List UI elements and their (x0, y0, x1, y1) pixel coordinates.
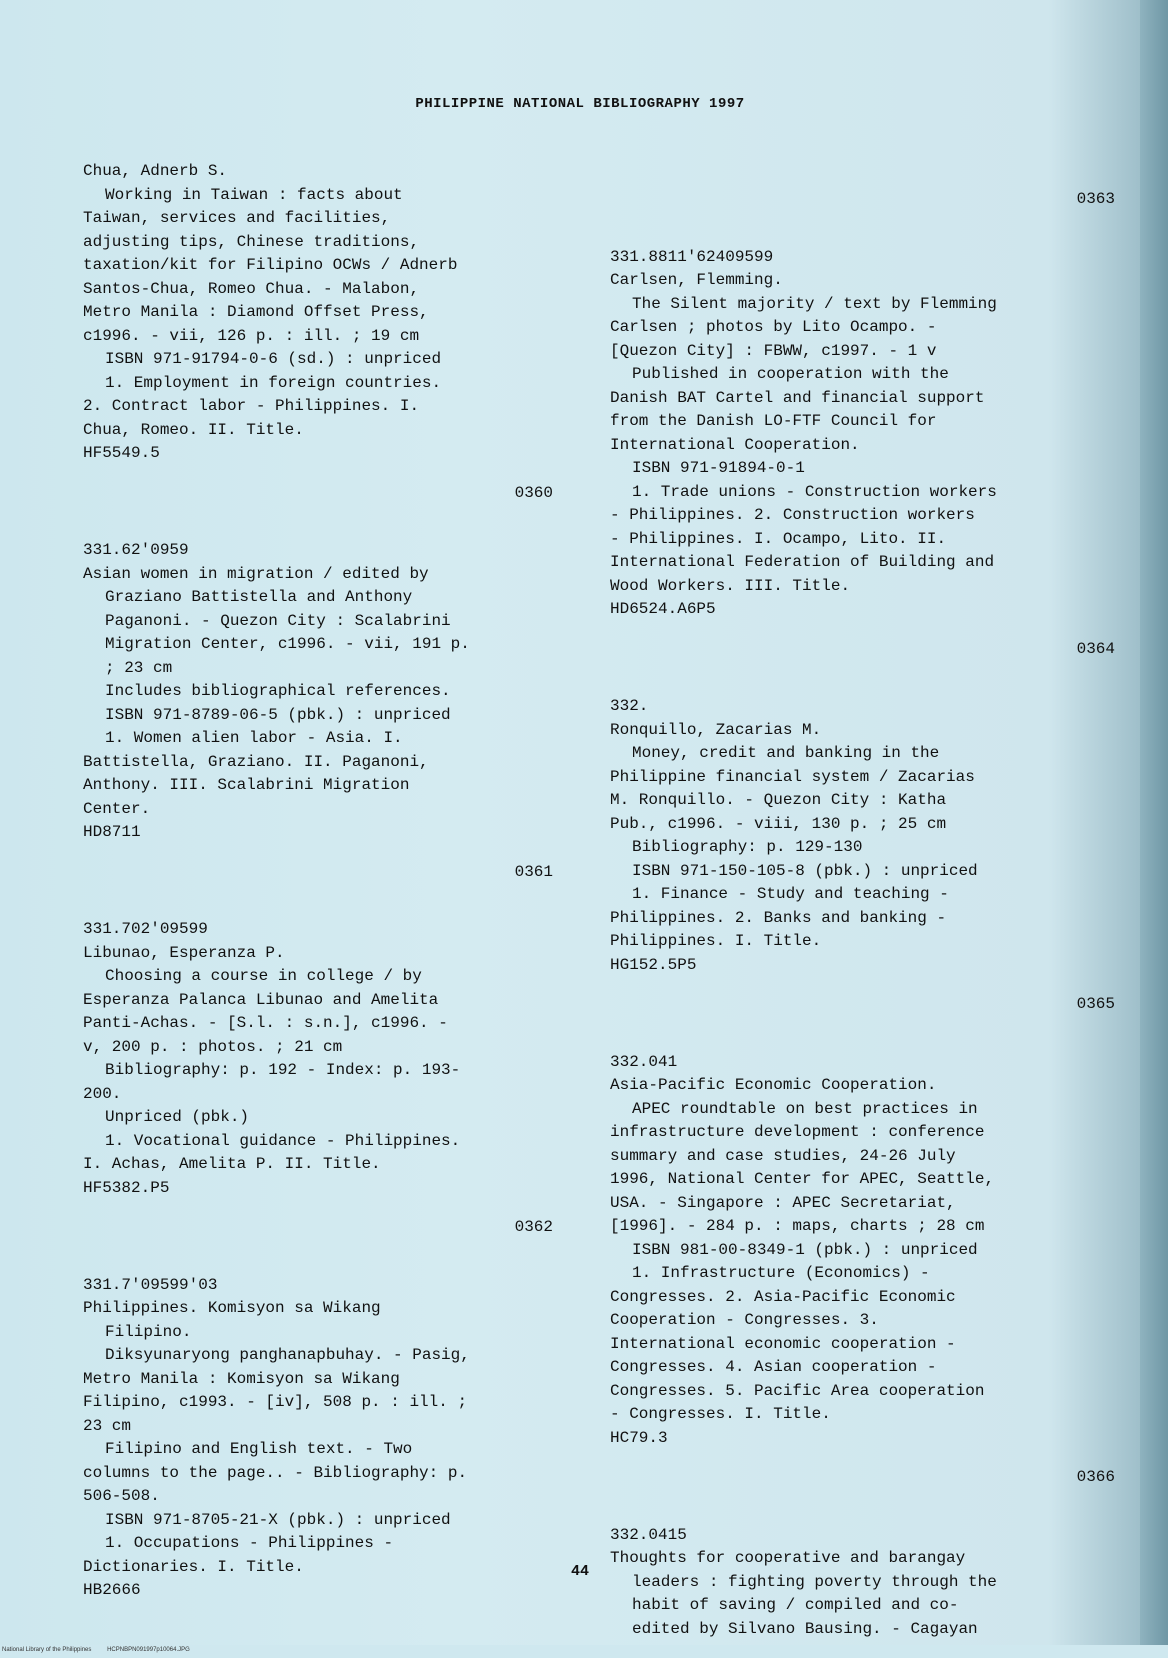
entry-0366 (610, 1524, 1115, 1642)
entry-subject-line: 2. Contract labor - Philippines. I. (83, 397, 420, 415)
entry-title-line: c1996. - vii, 126 p. : ill. ; 19 cm (83, 326, 420, 345)
entry-title-line: Carlsen ; photos by Lito Ocampo. - (610, 318, 937, 336)
entry-note: 200. (83, 1084, 122, 1103)
entry-title-line: Diksyunaryong panghanapbuhay. - Pasig, (105, 1346, 470, 1364)
entry-author: Filipino. (105, 1322, 192, 1341)
entry-isbn: ISBN 971-91794-0-6 (sd.) : unpriced (105, 350, 442, 368)
entry-title-line: Asian women in migration / edited by (83, 564, 429, 583)
entry-isbn: ISBN 971-8705-21-X (pbk.) : unpriced (105, 1510, 451, 1529)
entry-subject-line: 1. Employment in foreign countries. (105, 373, 442, 392)
entry-subject-line: 1. Trade unions - Construction workers (632, 482, 997, 501)
entry-title-line: infrastructure development : conference (610, 1123, 985, 1141)
entry-subject-line: Anthony. III. Scalabrini Migration (83, 776, 410, 794)
entry-subject-line: Center. (83, 799, 151, 818)
entry-call-number: HF5382.P5 (83, 1178, 170, 1197)
entry-price: Unpriced (pbk.) (105, 1108, 250, 1126)
entry-0364 (610, 695, 1115, 977)
entry-title-line: 1996, National Center for APEC, Seattle, (610, 1170, 995, 1188)
entry-number: 0362 (514, 1218, 553, 1236)
entry-call-number: HD6524.A6P5 (610, 600, 716, 618)
entry-0361 (83, 918, 553, 1200)
entry-note: Danish BAT Cartel and financial support (610, 388, 985, 407)
entry-title-line: Working in Taiwan : facts about (105, 185, 403, 204)
page-header: PHILIPPINE NATIONAL BIBLIOGRAPHY 1997 (415, 96, 745, 112)
entry-title-line: Graziano Battistella and Anthony (105, 588, 413, 606)
entry-title-line: USA. - Singapore : APEC Secretariat, (610, 1193, 956, 1212)
entry-author: Carlsen, Flemming. (610, 271, 783, 289)
entry-title-line: Money, credit and banking in the (632, 744, 940, 762)
entry-dewey: 331.7'09599'03 (83, 1275, 218, 1294)
entry-title-line: Migration Center, c1996. - vii, 191 p. (105, 635, 470, 653)
entry-author: Chua, Adnerb S. (83, 162, 228, 180)
entry-0360 (83, 539, 553, 845)
entry-subject-line: Cooperation - Congresses. 3. (610, 1311, 879, 1329)
entry-dewey: 331.62'0959 (83, 541, 189, 559)
entry-dewey: 332.0415 (610, 1525, 687, 1544)
entry-dewey: 332.041 (610, 1052, 678, 1071)
entry-call-number: HF5549.5 (83, 444, 160, 462)
entry-subject-line: Philippines. 2. Banks and banking - (610, 908, 947, 927)
entry-call-number: HB2666 (83, 1581, 141, 1599)
entry-note: columns to the page.. - Bibliography: p. (83, 1463, 468, 1482)
entry-subject-line: - Philippines. 2. Construction workers (610, 506, 975, 524)
entry-note: Filipino and English text. - Two (105, 1440, 413, 1458)
entry-subject-line: Wood Workers. III. Title. (610, 576, 851, 595)
entry-subject-line: Chua, Romeo. II. Title. (83, 420, 304, 439)
entry-subject-line: Battistella, Graziano. II. Paganoni, (83, 752, 429, 771)
entry-note: Published in cooperation with the (632, 365, 949, 383)
entry-title-line: [1996]. - 284 p. : maps, charts ; 28 cm (610, 1217, 985, 1235)
entry-author: Libunao, Esperanza P. (83, 943, 285, 962)
right-column (610, 172, 1115, 1641)
entry-title-line: Metro Manila : Diamond Offset Press, (83, 303, 429, 321)
entry-number: 0366 (1076, 1468, 1115, 1486)
page-number: 44 (570, 1563, 589, 1580)
entry-title-line: Santos-Chua, Romeo Chua. - Malabon, (83, 279, 420, 298)
entry-title-line: Esperanza Palanca Libunao and Amelita (83, 990, 439, 1009)
entry-isbn: ISBN 971-8789-06-5 (pbk.) : unpriced (105, 705, 451, 724)
entry-title-line: leaders : fighting poverty through the (632, 1572, 997, 1591)
entry-subject-line: Congresses. 5. Pacific Area cooperation (610, 1381, 985, 1400)
entry-title-line: 23 cm (83, 1416, 132, 1435)
entry-subject-line: International Federation of Building and (610, 553, 995, 571)
entry-subject-line: 1. Vocational guidance - Philippines. (105, 1131, 461, 1150)
entry-number: 0363 (1076, 190, 1115, 208)
scan-footer (2, 1647, 204, 1653)
entry-title-line: taxation/kit for Filipino OCWs / Adnerb (83, 256, 458, 274)
entry-note: Includes bibliographical references. (105, 682, 451, 700)
entry-title-line: The Silent majority / text by Flemming (632, 294, 997, 313)
footer-library: National Library of the Philippines (2, 1647, 92, 1653)
entry-title-line: M. Ronquillo. - Quezon City : Katha (610, 791, 947, 809)
entry-note: International Cooperation. (610, 435, 860, 454)
entry-title-line: ; 23 cm (105, 658, 173, 677)
entry-note: 506-508. (83, 1487, 160, 1505)
entry-dewey: 331.8811'62409599 (610, 247, 774, 266)
entry-0363 (610, 246, 1115, 622)
entry-subject-line: - Philippines. I. Ocampo, Lito. II. (610, 529, 947, 548)
entry-title-line: Filipino, c1993. - [iv], 508 p. : ill. ; (83, 1393, 468, 1411)
entry-title-line: [Quezon City] : FBWW, c1997. - 1 v (610, 341, 937, 360)
entry-subject-line: 1. Women alien labor - Asia. I. (105, 729, 403, 747)
entry-number: 0365 (1076, 995, 1115, 1013)
entry-number: 0360 (514, 483, 553, 502)
entry-title-line: APEC roundtable on best practices in (632, 1099, 978, 1118)
entry-author: Philippines. Komisyon sa Wikang (83, 1299, 381, 1317)
footer-file: HCPNBPN091997p10064.JPG (107, 1647, 190, 1653)
entry-title-line: Pub., c1996. - viii, 130 p. ; 25 cm (610, 814, 947, 833)
entry-0362 (83, 1274, 553, 1603)
entry-isbn: ISBN 971-91894-0-1 (632, 459, 805, 477)
entry-subject-line: 1. Finance - Study and teaching - (632, 885, 949, 903)
entry-subject-line: Congresses. 2. Asia-Pacific Economic (610, 1287, 956, 1306)
entry-call-number: HD8711 (83, 823, 141, 841)
entry-author: Ronquillo, Zacarias M. (610, 720, 822, 739)
entry-subject-line: I. Achas, Amelita P. II. Title. (83, 1155, 381, 1173)
entry-subject-line: - Congresses. I. Title. (610, 1405, 831, 1423)
entry-author: Asia-Pacific Economic Cooperation. (610, 1076, 937, 1094)
entry-number: 0364 (1076, 639, 1115, 658)
entry-title-line: adjusting tips, Chinese traditions, (83, 232, 420, 251)
entry-title-line: edited by Silvano Bausing. - Cagayan (632, 1619, 978, 1638)
entry-note: from the Danish LO-FTF Council for (610, 412, 937, 430)
entry-title-line: Metro Manila : Komisyon sa Wikang (83, 1369, 400, 1388)
entry-dewey: 332. (610, 697, 649, 715)
entry-note: Bibliography: p. 129-130 (632, 838, 863, 856)
entry-note: Bibliography: p. 192 - Index: p. 193- (105, 1061, 461, 1079)
entry-isbn: ISBN 971-150-105-8 (pbk.) : unpriced (632, 861, 978, 880)
entry-number: 0361 (514, 862, 553, 881)
entry-subject-line: Dictionaries. I. Title. (83, 1557, 304, 1576)
entry-title-line: Philippine financial system / Zacarias (610, 767, 975, 786)
page-edge (1140, 0, 1168, 1645)
entry-title-line: habit of saving / compiled and co- (632, 1596, 959, 1614)
entry-0365 (610, 1051, 1115, 1451)
entry-title-line: v, 200 p. : photos. ; 21 cm (83, 1037, 343, 1056)
entry-dewey: 331.702'09599 (83, 920, 208, 938)
entry-call-number: HG152.5P5 (610, 955, 697, 974)
entry-call-number: HC79.3 (610, 1428, 668, 1447)
entry-title-line: Panti-Achas. - [S.l. : s.n.], c1996. - (83, 1014, 448, 1032)
entry-isbn: ISBN 981-00-8349-1 (pbk.) : unpriced (632, 1240, 978, 1259)
left-column (83, 160, 553, 1603)
entry-title-line: Thoughts for cooperative and barangay (610, 1549, 966, 1567)
entry-title-line: summary and case studies, 24-26 July (610, 1146, 956, 1165)
entry-subject-line: 1. Occupations - Philippines - (105, 1534, 394, 1552)
entry-subject-line: 1. Infrastructure (Economics) - (632, 1264, 930, 1282)
entry-subject-line: Congresses. 4. Asian cooperation - (610, 1358, 937, 1376)
entry-chua (83, 160, 553, 466)
entry-subject-line: Philippines. I. Title. (610, 932, 822, 950)
entry-title-line: Choosing a course in college / by (105, 967, 422, 985)
entry-title-line: Taiwan, services and facilities, (83, 209, 391, 227)
entry-title-line: Paganoni. - Quezon City : Scalabrini (105, 611, 451, 630)
entry-subject-line: International economic cooperation - (610, 1334, 956, 1353)
